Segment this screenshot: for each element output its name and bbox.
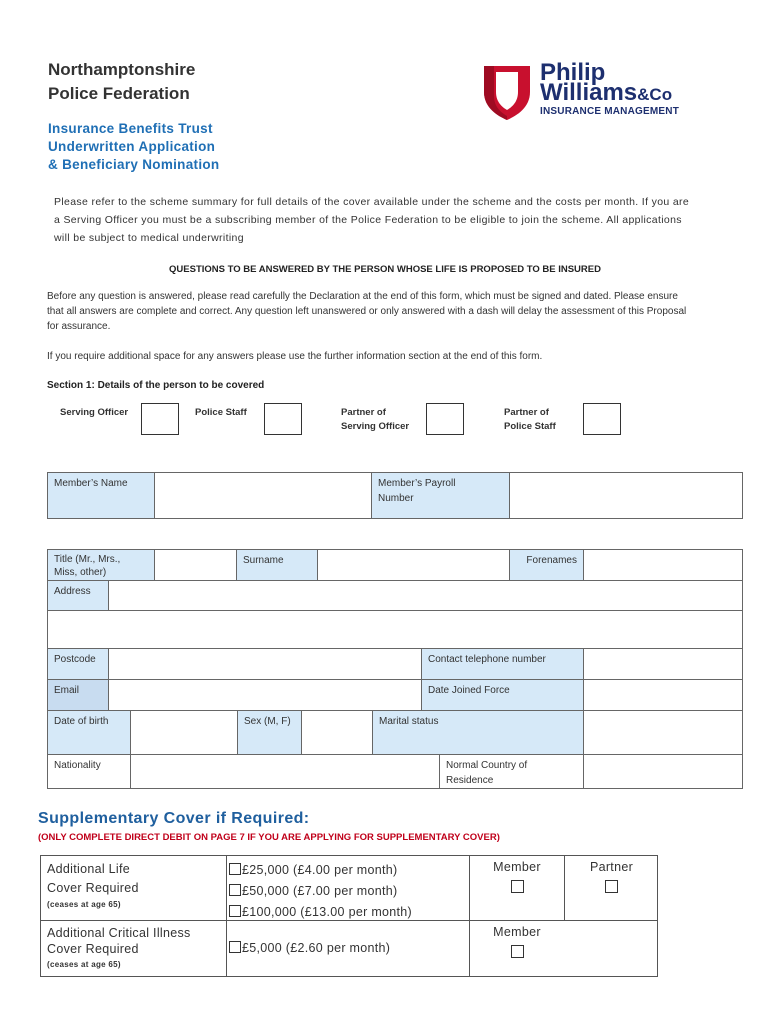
contact-telephone-label: Contact telephone number: [421, 648, 584, 680]
life-option-3-label: £100,000 (£13.00 per month): [242, 905, 413, 919]
nationality-label: Nationality: [47, 754, 131, 789]
form-subtitle: [48, 120, 219, 174]
life-partner-header: Partner: [589, 860, 634, 874]
logo-amp: &Co: [637, 85, 673, 104]
ci-ceases: (ceases at age 65): [47, 960, 121, 969]
logo-line-3: INSURANCE MANAGEMENT: [540, 106, 679, 117]
life-member-header: Member: [493, 860, 541, 874]
forenames-label: Forenames: [509, 549, 584, 581]
serving-officer-checkbox[interactable]: [141, 403, 179, 435]
residence-line-2: Residence: [446, 775, 494, 786]
members-name-field[interactable]: [154, 472, 372, 519]
postcode-field[interactable]: [108, 648, 422, 680]
life-cover-label: [47, 860, 139, 912]
supp-divider-1: [226, 855, 227, 977]
residence-line-1: Normal Country of: [446, 760, 528, 771]
payroll-line-1: Member’s Payroll: [378, 478, 456, 489]
additional-space-note: If you require additional space for any answers please use the further information section at the end of this form.: [47, 351, 543, 362]
payroll-number-field[interactable]: [509, 472, 743, 519]
life-option-2-checkbox[interactable]: [229, 884, 241, 896]
life-ceases: (ceases at age 65): [47, 900, 121, 909]
title-field[interactable]: [154, 549, 237, 581]
ci-cover-label: [47, 925, 191, 973]
sex-label: Sex (M, F): [237, 710, 302, 755]
title-label: [47, 549, 155, 581]
shield-logo-icon: [478, 62, 536, 122]
payroll-line-2: Number: [378, 493, 414, 504]
life-option-3-checkbox[interactable]: [229, 905, 241, 917]
ci-line-2: Cover Required: [47, 942, 139, 956]
forenames-field[interactable]: [583, 549, 743, 581]
partner-serving-line-2: Serving Officer: [341, 421, 410, 432]
ci-option-checkbox[interactable]: [229, 941, 241, 953]
email-label: Email: [47, 679, 109, 711]
life-line-2: Cover Required: [47, 881, 139, 895]
ci-member-checkbox[interactable]: [511, 945, 524, 958]
life-option-3[interactable]: [229, 902, 412, 923]
org-name: [48, 58, 195, 106]
marital-status-field[interactable]: [583, 710, 743, 755]
org-line-1: Northamptonshire: [48, 60, 196, 79]
address-label: Address: [47, 580, 109, 611]
life-option-2-label: £50,000 (£7.00 per month): [242, 884, 398, 898]
subtitle-line-2: Underwritten Application: [48, 139, 216, 154]
surname-label: Surname: [236, 549, 318, 581]
ci-option[interactable]: [229, 939, 390, 958]
police-staff-checkbox[interactable]: [264, 403, 302, 435]
partner-staff-line-2: Police Staff: [504, 421, 556, 432]
residence-label: [439, 754, 584, 789]
contact-telephone-field[interactable]: [583, 648, 743, 680]
sex-field[interactable]: [301, 710, 373, 755]
life-line-1: Additional Life: [47, 862, 131, 876]
ci-member-header: Member: [493, 925, 541, 939]
partner-staff-line-1: Partner of: [504, 407, 549, 418]
members-name-label: Member’s Name: [47, 472, 155, 519]
logo-line-2-wrap: [540, 79, 673, 106]
surname-field[interactable]: [317, 549, 510, 581]
police-staff-label: Police Staff: [195, 407, 247, 418]
logo-line-1: Philip: [540, 59, 606, 86]
email-field[interactable]: [108, 679, 422, 711]
payroll-number-label: [371, 472, 510, 519]
ci-line-1: Additional Critical Illness: [47, 926, 191, 940]
partner-serving-officer-checkbox[interactable]: [426, 403, 464, 435]
intro-text: Please refer to the scheme summary for full details of the cover available under the scheme and the costs per month. If you are a Serving Officer you must be a subscribing member of the Police Federation to be eligible to join the scheme. All applications will be subject to medical underwriting: [54, 196, 690, 244]
title-line-1: Title (Mr., Mrs.,: [54, 554, 121, 565]
logo-line-2: Williams: [540, 79, 638, 106]
nationality-field[interactable]: [130, 754, 440, 789]
life-member-checkbox[interactable]: [511, 880, 524, 893]
supplementary-note: (ONLY COMPLETE DIRECT DEBIT ON PAGE 7 IF YOU ARE APPLYING FOR SUPPLEMENTARY COVER): [38, 832, 500, 843]
residence-field[interactable]: [583, 754, 743, 789]
ci-option-label: £5,000 (£2.60 per month): [242, 941, 391, 955]
partner-serving-line-1: Partner of: [341, 407, 386, 418]
marital-status-label: Marital status: [372, 710, 584, 755]
life-options: [229, 860, 412, 923]
date-joined-field[interactable]: [583, 679, 743, 711]
partner-police-staff-label: [504, 406, 556, 434]
life-partner-checkbox[interactable]: [605, 880, 618, 893]
dob-field[interactable]: [130, 710, 238, 755]
serving-officer-label: Serving Officer: [60, 407, 129, 418]
life-option-2[interactable]: [229, 881, 412, 902]
title-line-2: Miss, other): [54, 567, 107, 578]
dob-label: Date of birth: [47, 710, 131, 755]
subtitle-line-3: & Beneficiary Nomination: [48, 157, 220, 172]
life-option-1-label: £25,000 (£4.00 per month): [242, 863, 398, 877]
instructions-paragraph: Before any question is answered, please read carefully the Declaration at the end of this form, which must be signed and dated. Please ensure that all answers are complete and correct. Any question left unanswered or only answered with a dash will delay the assessment of this Proposal for assurance.: [47, 291, 687, 332]
org-line-2: Police Federation: [48, 84, 190, 103]
address-field-line-1[interactable]: [108, 580, 743, 611]
address-field-line-2[interactable]: [47, 610, 743, 649]
supplementary-heading: Supplementary Cover if Required:: [38, 810, 310, 827]
company-logo: [478, 59, 718, 122]
date-joined-label: Date Joined Force: [421, 679, 584, 711]
partner-serving-officer-label: [341, 406, 409, 434]
questions-heading: QUESTIONS TO BE ANSWERED BY THE PERSON WHOSE LIFE IS PROPOSED TO BE INSURED: [169, 264, 601, 275]
subtitle-line-1: Insurance Benefits Trust: [48, 121, 213, 136]
postcode-label: Postcode: [47, 648, 109, 680]
partner-police-staff-checkbox[interactable]: [583, 403, 621, 435]
life-option-1-checkbox[interactable]: [229, 863, 241, 875]
section-1-title: Section 1: Details of the person to be covered: [47, 380, 265, 391]
life-option-1[interactable]: [229, 860, 412, 881]
